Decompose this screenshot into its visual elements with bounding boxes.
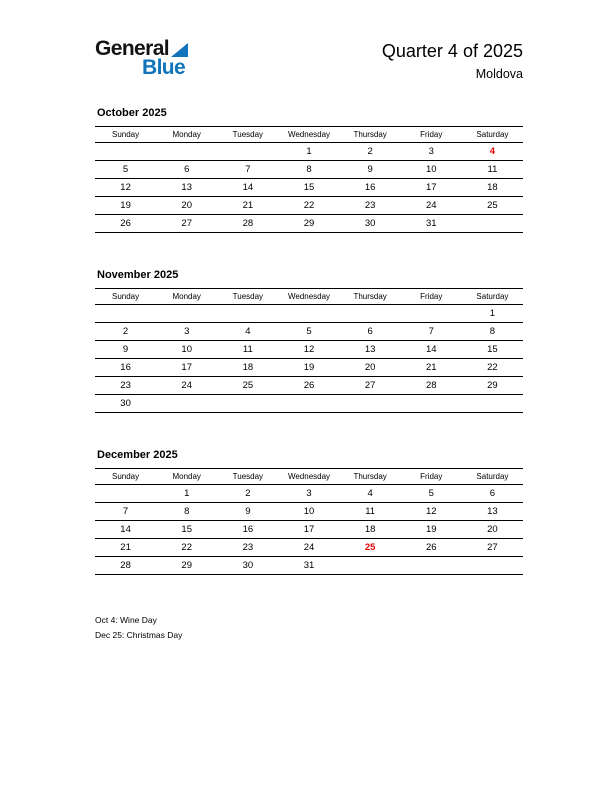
date-cell: 20 xyxy=(462,521,523,539)
date-cell: 21 xyxy=(401,359,462,377)
date-cell: 28 xyxy=(401,377,462,395)
empty-cell xyxy=(340,395,401,413)
date-cell: 3 xyxy=(278,485,339,503)
calendar-table xyxy=(95,468,523,575)
date-cell: 29 xyxy=(278,215,339,233)
day-header: Tuesday xyxy=(217,127,278,143)
logo-text-general: General xyxy=(95,37,170,60)
date-cell: 20 xyxy=(340,359,401,377)
month-title: December 2025 xyxy=(97,449,178,461)
empty-cell xyxy=(278,305,339,323)
date-cell: 25 xyxy=(462,197,523,215)
date-cell: 14 xyxy=(401,341,462,359)
logo-triangle-icon xyxy=(171,43,188,57)
date-cell: 16 xyxy=(340,179,401,197)
date-cell: 27 xyxy=(462,539,523,557)
week-row xyxy=(95,215,523,233)
date-cell: 12 xyxy=(401,503,462,521)
month-section xyxy=(95,269,523,413)
day-header: Wednesday xyxy=(278,289,339,305)
week-row xyxy=(95,197,523,215)
date-cell: 24 xyxy=(401,197,462,215)
week-row xyxy=(95,503,523,521)
date-cell: 3 xyxy=(401,143,462,161)
week-row xyxy=(95,521,523,539)
holiday-legend xyxy=(95,613,523,643)
empty-cell xyxy=(401,305,462,323)
empty-cell xyxy=(462,215,523,233)
empty-cell xyxy=(462,557,523,575)
day-header: Thursday xyxy=(340,469,401,485)
month-title: November 2025 xyxy=(97,269,179,281)
week-row xyxy=(95,485,523,503)
date-cell: 9 xyxy=(95,341,156,359)
date-cell: 18 xyxy=(340,521,401,539)
date-cell: 14 xyxy=(95,521,156,539)
date-cell: 13 xyxy=(156,179,217,197)
week-row xyxy=(95,539,523,557)
week-row xyxy=(95,359,523,377)
date-cell: 29 xyxy=(156,557,217,575)
date-cell: 11 xyxy=(217,341,278,359)
date-cell: 20 xyxy=(156,197,217,215)
empty-cell xyxy=(217,143,278,161)
empty-cell xyxy=(95,143,156,161)
date-cell: 12 xyxy=(95,179,156,197)
month-title: October 2025 xyxy=(97,107,167,119)
date-cell: 3 xyxy=(156,323,217,341)
date-cell: 25 xyxy=(340,539,401,557)
date-cell: 19 xyxy=(401,521,462,539)
date-cell: 7 xyxy=(95,503,156,521)
date-cell: 6 xyxy=(156,161,217,179)
day-header: Saturday xyxy=(462,127,523,143)
empty-cell xyxy=(156,395,217,413)
empty-cell xyxy=(340,305,401,323)
empty-cell xyxy=(217,305,278,323)
logo-text-blue: Blue xyxy=(142,56,186,79)
week-row xyxy=(95,179,523,197)
day-header: Friday xyxy=(401,127,462,143)
day-header: Thursday xyxy=(340,289,401,305)
day-header: Monday xyxy=(156,469,217,485)
general-blue-logo xyxy=(95,38,188,78)
empty-cell xyxy=(95,485,156,503)
date-cell: 12 xyxy=(278,341,339,359)
day-header: Wednesday xyxy=(278,469,339,485)
date-cell: 19 xyxy=(95,197,156,215)
date-cell: 15 xyxy=(462,341,523,359)
date-cell: 1 xyxy=(278,143,339,161)
day-header: Saturday xyxy=(462,289,523,305)
date-cell: 29 xyxy=(462,377,523,395)
date-cell: 13 xyxy=(340,341,401,359)
week-row xyxy=(95,305,523,323)
empty-cell xyxy=(401,395,462,413)
empty-cell xyxy=(217,395,278,413)
date-cell: 17 xyxy=(156,359,217,377)
holiday-note-oct4: Oct 4: Wine Day xyxy=(95,615,157,625)
date-cell: 15 xyxy=(278,179,339,197)
date-cell: 30 xyxy=(95,395,156,413)
date-cell: 7 xyxy=(217,161,278,179)
page-title: Quarter 4 of 2025 xyxy=(381,41,523,61)
day-header: Sunday xyxy=(95,289,156,305)
date-cell: 31 xyxy=(401,215,462,233)
day-header: Friday xyxy=(401,469,462,485)
week-row xyxy=(95,143,523,161)
day-header: Monday xyxy=(156,127,217,143)
date-cell: 22 xyxy=(156,539,217,557)
holiday-note-dec25: Dec 25: Christmas Day xyxy=(95,630,183,640)
date-cell: 26 xyxy=(278,377,339,395)
date-cell: 4 xyxy=(217,323,278,341)
date-cell: 1 xyxy=(156,485,217,503)
empty-cell xyxy=(278,395,339,413)
date-cell: 26 xyxy=(95,215,156,233)
date-cell: 28 xyxy=(95,557,156,575)
week-row xyxy=(95,161,523,179)
day-header: Friday xyxy=(401,289,462,305)
date-cell: 30 xyxy=(217,557,278,575)
date-cell: 31 xyxy=(278,557,339,575)
date-cell: 10 xyxy=(156,341,217,359)
date-cell: 2 xyxy=(95,323,156,341)
empty-cell xyxy=(401,557,462,575)
date-cell: 16 xyxy=(95,359,156,377)
months xyxy=(95,107,523,575)
date-cell: 1 xyxy=(462,305,523,323)
day-header-row xyxy=(95,469,523,485)
date-cell: 4 xyxy=(462,143,523,161)
date-cell: 6 xyxy=(462,485,523,503)
day-header: Sunday xyxy=(95,127,156,143)
date-cell: 6 xyxy=(340,323,401,341)
date-cell: 17 xyxy=(278,521,339,539)
day-header: Tuesday xyxy=(217,289,278,305)
day-header: Thursday xyxy=(340,127,401,143)
day-header: Wednesday xyxy=(278,127,339,143)
date-cell: 10 xyxy=(278,503,339,521)
month-section xyxy=(95,107,523,233)
date-cell: 10 xyxy=(401,161,462,179)
day-header: Saturday xyxy=(462,469,523,485)
date-cell: 27 xyxy=(156,215,217,233)
date-cell: 5 xyxy=(95,161,156,179)
date-cell: 23 xyxy=(340,197,401,215)
empty-cell xyxy=(156,143,217,161)
date-cell: 9 xyxy=(217,503,278,521)
date-cell: 22 xyxy=(278,197,339,215)
date-cell: 15 xyxy=(156,521,217,539)
date-cell: 18 xyxy=(462,179,523,197)
date-cell: 2 xyxy=(340,143,401,161)
date-cell: 27 xyxy=(340,377,401,395)
date-cell: 28 xyxy=(217,215,278,233)
country-subtitle: Moldova xyxy=(475,67,523,81)
week-row xyxy=(95,377,523,395)
date-cell: 4 xyxy=(340,485,401,503)
date-cell: 16 xyxy=(217,521,278,539)
week-row xyxy=(95,557,523,575)
date-cell: 11 xyxy=(462,161,523,179)
day-header-row xyxy=(95,127,523,143)
month-section xyxy=(95,449,523,575)
date-cell: 9 xyxy=(340,161,401,179)
date-cell: 17 xyxy=(401,179,462,197)
calendar-table xyxy=(95,288,523,413)
date-cell: 8 xyxy=(156,503,217,521)
week-row xyxy=(95,341,523,359)
date-cell: 8 xyxy=(278,161,339,179)
empty-cell xyxy=(462,395,523,413)
date-cell: 24 xyxy=(278,539,339,557)
date-cell: 23 xyxy=(95,377,156,395)
day-header: Sunday xyxy=(95,469,156,485)
week-row xyxy=(95,323,523,341)
date-cell: 18 xyxy=(217,359,278,377)
day-header: Tuesday xyxy=(217,469,278,485)
date-cell: 13 xyxy=(462,503,523,521)
date-cell: 25 xyxy=(217,377,278,395)
date-cell: 21 xyxy=(217,197,278,215)
empty-cell xyxy=(95,305,156,323)
page-header xyxy=(95,38,523,81)
title-block xyxy=(382,38,523,81)
date-cell: 24 xyxy=(156,377,217,395)
empty-cell xyxy=(156,305,217,323)
date-cell: 8 xyxy=(462,323,523,341)
date-cell: 5 xyxy=(278,323,339,341)
calendar-table xyxy=(95,126,523,233)
week-row xyxy=(95,395,523,413)
date-cell: 22 xyxy=(462,359,523,377)
date-cell: 7 xyxy=(401,323,462,341)
date-cell: 19 xyxy=(278,359,339,377)
empty-cell xyxy=(340,557,401,575)
date-cell: 23 xyxy=(217,539,278,557)
date-cell: 26 xyxy=(401,539,462,557)
date-cell: 21 xyxy=(95,539,156,557)
date-cell: 2 xyxy=(217,485,278,503)
day-header-row xyxy=(95,289,523,305)
date-cell: 30 xyxy=(340,215,401,233)
date-cell: 5 xyxy=(401,485,462,503)
day-header: Monday xyxy=(156,289,217,305)
date-cell: 14 xyxy=(217,179,278,197)
date-cell: 11 xyxy=(340,503,401,521)
